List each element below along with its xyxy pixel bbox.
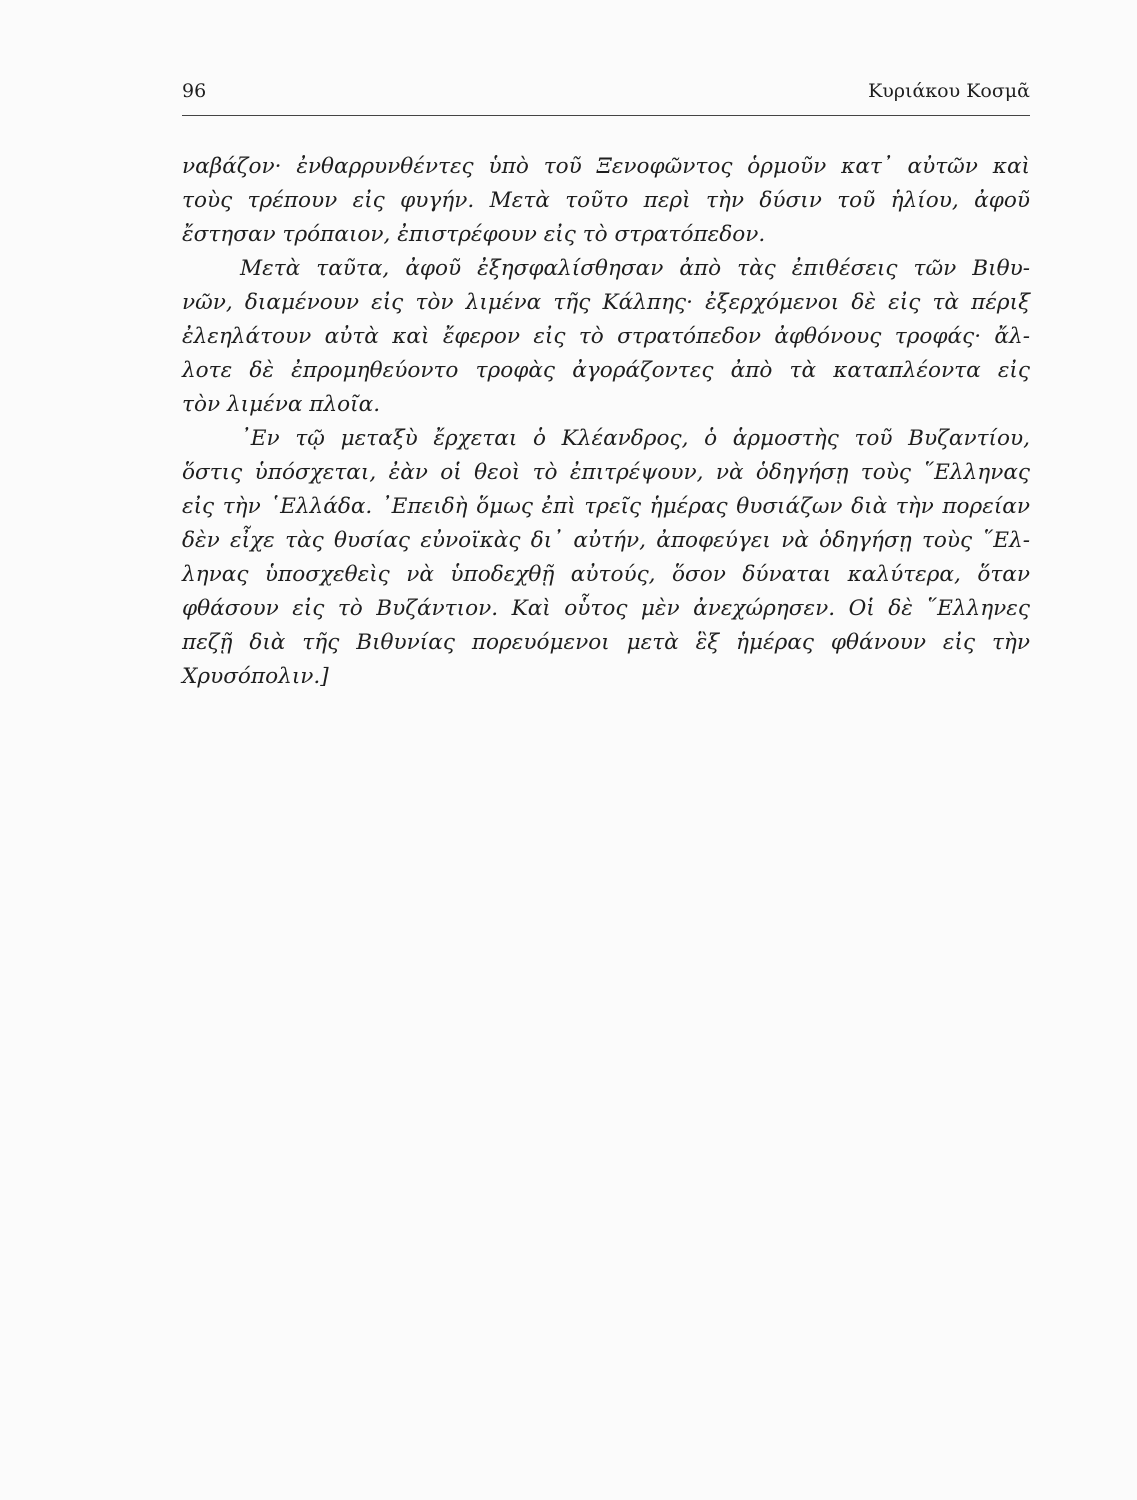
text-line: φθάσουν εἰς τὸ Βυζάντιον. Καὶ οὗτος μὲν ἀνεχώρησεν. Οἱ δὲ ῞Ελληνες	[182, 596, 1030, 621]
text-line: ληνας ὑποσχεθεὶς νὰ ὑποδεχθῇ αὐτούς, ὅσον δύναται καλύτερα, ὅταν	[182, 562, 1030, 587]
text-line: ὅστις ὑπόσχεται, ἐὰν οἱ θεοὶ τὸ ἐπιτρέψουν, νὰ ὁδηγήσῃ τοὺς ῞Ελληνας	[182, 460, 1030, 485]
text-line: νῶν, διαμένουν εἰς τὸν λιμένα τῆς Κάλπης· ἐξερχόμενοι δὲ εἰς τὰ πέριξ	[182, 290, 1030, 315]
text-line: τοὺς τρέπουν εἰς φυγήν. Μετὰ τοῦτο περὶ τὴν δύσιν τοῦ ἡλίου, ἀφοῦ	[182, 188, 1030, 213]
text-line: πεζῇ διὰ τῆς Βιθυνίας πορευόμενοι μετὰ ἓξ ἡμέρας φθάνουν εἰς τὴν	[182, 630, 1030, 655]
page-header	[182, 80, 1030, 110]
running-head: Κυριάκου Κοσμᾶ	[868, 80, 1030, 102]
text-line: λοτε δὲ ἐπρομηθεύοντο τροφὰς ἀγοράζοντες ἀπὸ τὰ καταπλέοντα εἰς	[182, 358, 1030, 383]
body-text	[182, 150, 1030, 694]
paragraph-2	[182, 252, 1030, 422]
text-line: Μετὰ ταῦτα, ἀφοῦ ἐξησφαλίσθησαν ἀπὸ τὰς ἐπιθέσεις τῶν Βιθυ-	[240, 256, 1030, 281]
text-line: δὲν εἶχε τὰς θυσίας εὐνοϊκὰς δι᾽ αὐτήν, ἀποφεύγει νὰ ὁδηγήσῃ τοὺς ῞Ελ-	[182, 528, 1030, 553]
page-number: 96	[182, 80, 207, 102]
text-line: ἔστησαν τρόπαιον, ἐπιστρέφουν εἰς τὸ στρατόπεδον.	[182, 222, 766, 247]
paragraph-1	[182, 150, 1030, 252]
text-line: ναβάζον· ἐνθαρρυνθέντες ὑπὸ τοῦ Ξενοφῶντος ὁρμοῦν κατ᾽ αὐτῶν καὶ	[182, 154, 1030, 179]
paragraph-3	[182, 422, 1030, 694]
text-line: Χρυσόπολιν.]	[182, 664, 329, 689]
text-line: εἰς τὴν ῾Ελλάδα. ᾽Επειδὴ ὅμως ἐπὶ τρεῖς ἡμέρας θυσιάζων διὰ τὴν πορείαν	[182, 494, 1030, 519]
text-line: τὸν λιμένα πλοῖα.	[182, 392, 381, 417]
text-line: ᾽Εν τῷ μεταξὺ ἔρχεται ὁ Κλέανδρος, ὁ ἁρμοστὴς τοῦ Βυζαντίου,	[240, 426, 1030, 451]
text-line: ἐλεηλάτουν αὐτὰ καὶ ἔφερον εἰς τὸ στρατόπεδον ἀφθόνους τροφάς· ἄλ-	[182, 324, 1030, 349]
header-rule	[182, 115, 1030, 116]
